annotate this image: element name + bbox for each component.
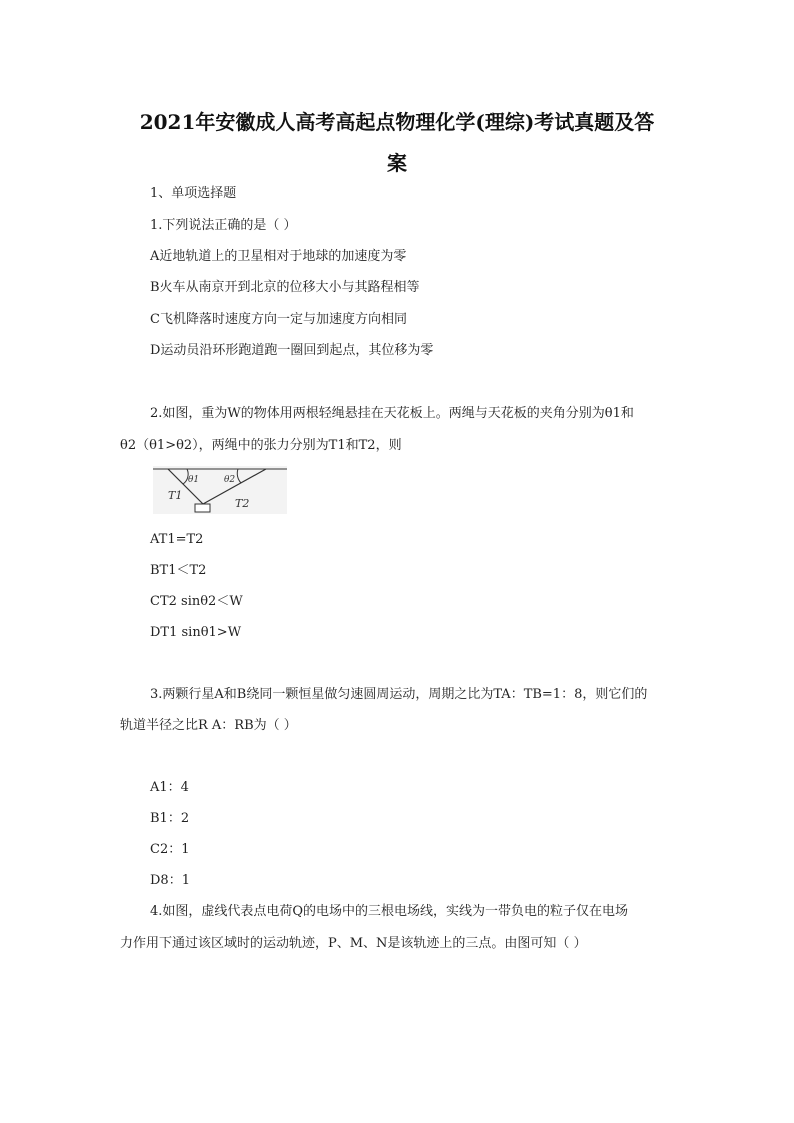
q1-option-c: C飞机降落时速度方向一定与加速度方向相同 <box>150 312 407 327</box>
q3-option-d: D8：1 <box>150 873 190 888</box>
title-line-1: 2021年安徽成人高考高起点物理化学(理综)考试真题及答 <box>139 110 655 134</box>
q1-stem: 1.下列说法正确的是（ ） <box>150 218 297 233</box>
q3-option-a: A1：4 <box>150 780 189 795</box>
q1-option-d: D运动员沿环形跑道跑一圈回到起点，其位移为零 <box>150 343 434 358</box>
q1-option-a: A近地轨道上的卫星相对于地球的加速度为零 <box>150 249 407 264</box>
q2-option-a: AT1=T2 <box>150 532 204 547</box>
theta2-label: θ2 <box>224 475 236 485</box>
q2-option-c: CT2 sinθ2＜W <box>150 594 243 609</box>
section-heading: 1、单项选择题 <box>150 186 237 201</box>
title-line-2: 案 <box>387 151 407 175</box>
q3-stem-1: 3.两颗行星A和B绕同一颗恒星做匀速圆周运动，周期之比为TA：TB=1：8，则它们的 <box>150 687 648 702</box>
q3-option-b: B1：2 <box>150 811 190 826</box>
q2-figure-ropes <box>153 466 287 514</box>
q2-stem-1: 2.如图，重为W的物体用两根轻绳悬挂在天花板上。两绳与天花板的夹角分别为θ1和 <box>150 406 634 421</box>
theta1-label: θ1 <box>188 475 200 485</box>
q2-stem-2: θ2（θ1>θ2），两绳中的张力分别为T1和T2，则 <box>120 438 402 453</box>
q4-stem-2: 力作用下通过该区域时的运动轨迹，P、M、N是该轨迹上的三点。由图可知（ ） <box>120 936 587 951</box>
t1-label: T1 <box>168 489 183 502</box>
q1-option-b: B火车从南京开到北京的位移大小与其路程相等 <box>150 280 420 295</box>
q2-option-b: BT1＜T2 <box>150 563 207 578</box>
q3-option-c: C2：1 <box>150 842 190 857</box>
q4-stem-1: 4.如图，虚线代表点电荷Q的电场中的三根电场线，实线为一带负电的粒子仅在电场 <box>150 904 629 919</box>
q2-option-d: DT1 sinθ1>W <box>150 625 242 640</box>
t2-label: T2 <box>235 497 250 510</box>
q3-stem-2: 轨道半径之比R A：RB为（ ） <box>120 718 297 733</box>
